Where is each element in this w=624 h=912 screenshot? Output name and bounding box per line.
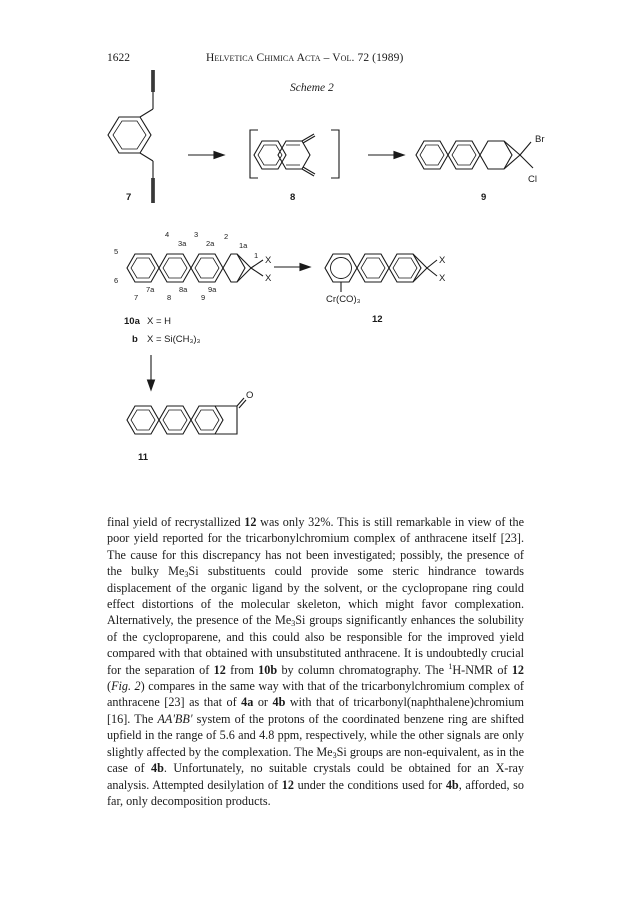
structure-8	[250, 130, 339, 178]
locant-3a: 3a	[178, 239, 187, 248]
substituent-br: Br	[535, 134, 545, 145]
running-head: Helvetica Chimica Acta – Vol. 72 (1989)	[206, 52, 404, 64]
locant-4: 4	[165, 230, 170, 239]
structure-9	[416, 141, 533, 169]
locant-3: 3	[194, 230, 199, 239]
locant-8a: 8a	[179, 285, 188, 294]
scheme-title: Scheme 2	[290, 82, 334, 94]
substituent-cl: Cl	[528, 174, 537, 185]
locant-1: 1	[254, 251, 259, 260]
substituent-x-bottom: X	[265, 273, 272, 284]
locant-2: 2	[224, 232, 229, 241]
locant-8: 8	[167, 293, 172, 302]
substituent-x-top-12: X	[439, 255, 446, 266]
structure-7	[108, 70, 154, 203]
locant-9: 9	[201, 293, 206, 302]
substituent-x-bottom-12: X	[439, 273, 446, 284]
locant-5: 5	[114, 247, 119, 256]
label-7: 7	[126, 192, 132, 203]
structure-10	[127, 254, 263, 282]
body-paragraph: final yield of recrystallized 12 was only 32%. This is still remarkable in view of the poor yield reported for the tricarbonylchromium complex of anthracene itself [23]. The cause for this discrepancy has not been investigated; possibly, the presence of the bulky $Me_3Si$ substituents could provide some steric hindrance towards displacement of the organic ligand by the solvent, or the cyclopropane ring could effect distortions of the molecular skeleton, which might favor complexation. Alternatively, the presence of the $Me_3Si$ groups significantly enhances the solubility of the cycloproparene, and this could also be responsible for the improved yield compared with that obtained with unsubstituted anthracene. It is undoubtedly crucial for the separation of 12 from 10b by column chromatography. The $^1$H-NMR of 12 (Fig. 2) compares in the same way with that of the tricarbonylchromium complex of anthracene [23] as that of 4a or 4b with that of tricarbonyl(naphthalene)chromium [16]. The AA'BB' system of the protons of the coordinated benzene ring are shifted upfield in the range of 5.6 and 4.8 ppm, respectively, while the other signals are only slightly affected by the complexation. The $Me_3Si$ groups are non-equivalent, as in the case of 4b. Unfortunately, no suitable crystals could be obtained for an X-ray analysis. Attempted desilylation of 12 under the conditions used for 4b, afforded, so far, only decomposition products.	[107, 515, 525, 808]
legend-10a-label: 10a	[124, 316, 140, 327]
legend-10b-label: b	[132, 334, 138, 345]
page-number: 1622	[107, 52, 130, 64]
locant-7a: 7a	[146, 285, 155, 294]
locant-2a: 2a	[206, 239, 215, 248]
locant-7: 7	[134, 293, 139, 302]
label-9: 9	[481, 192, 487, 203]
label-11: 11	[138, 452, 149, 463]
label-12: 12	[372, 314, 383, 325]
chromium-tricarbonyl: Cr(CO)₃	[326, 294, 361, 305]
locant-1a: 1a	[239, 241, 248, 250]
legend-10b-text: X = Si(CH₃)₃	[147, 334, 201, 345]
substituent-x-top: X	[265, 255, 272, 266]
structure-11	[127, 398, 246, 434]
label-8: 8	[290, 192, 296, 203]
legend-10a-text: X = H	[147, 316, 172, 327]
substituent-o: O	[246, 390, 254, 401]
locant-6: 6	[114, 276, 119, 285]
locant-9a: 9a	[208, 285, 217, 294]
structure-12	[325, 254, 437, 292]
